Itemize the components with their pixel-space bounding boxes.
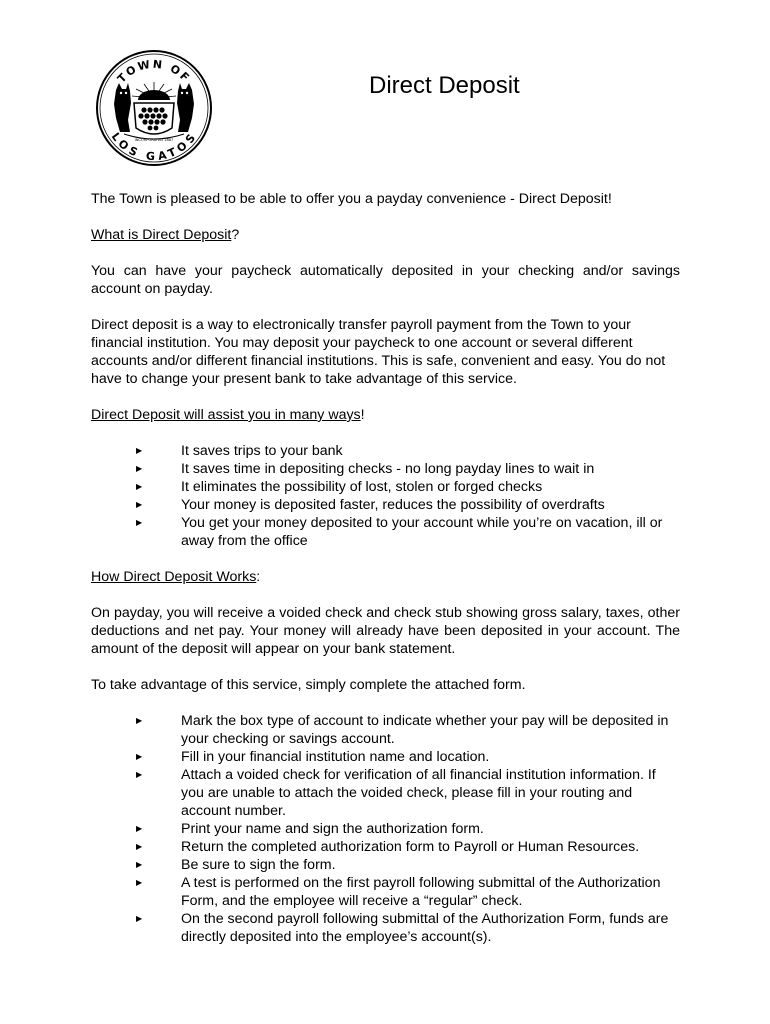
list-item-text: Fill in your financial institution name and location.	[181, 749, 490, 765]
list-item	[136, 766, 680, 820]
bullet-arrow-icon: ▶	[136, 770, 143, 779]
seal-top-text: TOWN OF	[114, 57, 194, 86]
list-item-text: It saves trips to your bank	[181, 443, 343, 459]
assist-heading	[91, 406, 680, 424]
list-item	[136, 910, 680, 946]
bullet-arrow-icon: ▶	[136, 752, 143, 761]
what-heading	[91, 226, 680, 244]
list-item-text: Print your name and sign the authorization form.	[181, 821, 484, 837]
list-item	[136, 874, 680, 910]
bullet-arrow-icon: ▶	[136, 518, 143, 527]
benefits-list	[91, 442, 680, 550]
intro-paragraph: The Town is pleased to be able to offer you a payday convenience - Direct Deposit!	[91, 191, 612, 207]
how-heading	[91, 568, 680, 586]
assist-heading-text: Direct Deposit will assist you in many ways	[91, 407, 361, 423]
bullet-arrow-icon: ▶	[136, 482, 143, 491]
list-item-text: Be sure to sign the form.	[181, 857, 336, 873]
seal-bottom-text: LOS GATOS	[108, 130, 200, 164]
how-paragraph-2: To take advantage of this service, simply complete the attached form.	[91, 677, 526, 693]
list-item	[136, 712, 680, 748]
svg-text:LOS GATOS	[109, 130, 200, 163]
what-heading-text: What is Direct Deposit	[91, 227, 232, 243]
seal-small-text: INCORPORATED 1887	[134, 138, 174, 142]
list-item	[136, 460, 680, 478]
bullet-arrow-icon: ▶	[136, 842, 143, 851]
bullet-arrow-icon: ▶	[136, 500, 143, 509]
list-item-text: You get your money deposited to your account while you’re on vacation, ill or away from the office	[181, 515, 663, 549]
bullet-arrow-icon: ▶	[136, 878, 143, 887]
bullet-arrow-icon: ▶	[136, 824, 143, 833]
list-item	[136, 856, 680, 874]
how-heading-suffix: :	[256, 569, 261, 585]
list-item-text: It saves time in depositing checks - no long payday lines to wait in	[181, 461, 595, 477]
bullet-arrow-icon: ▶	[136, 860, 143, 869]
list-item	[136, 748, 680, 766]
bullet-arrow-icon: ▶	[136, 446, 143, 455]
list-item	[136, 820, 680, 838]
list-item-text: A test is performed on the first payroll following submittal of the Authorization Form, and the employee will receive a “regular” check.	[181, 875, 661, 909]
page-title: Direct Deposit	[369, 72, 520, 99]
how-heading-text: How Direct Deposit Works	[91, 569, 257, 585]
list-item	[136, 442, 680, 460]
bullet-arrow-icon: ▶	[136, 716, 143, 725]
list-item-text: Return the completed authorization form to Payroll or Human Resources.	[181, 839, 640, 855]
list-item-text: Your money is deposited faster, reduces the possibility of overdrafts	[181, 497, 605, 513]
list-item	[136, 496, 680, 514]
bullet-arrow-icon: ▶	[136, 914, 143, 923]
list-item-text: Mark the box type of account to indicate whether your pay will be deposited in your checking or savings account.	[181, 713, 669, 747]
list-item	[136, 478, 680, 496]
how-paragraph-1: On payday, you will receive a voided check and check stub showing gross salary, taxes, other deductions and net pay. Your money will already have been deposited in your account. The amount of the deposit will appear on your bank statement.	[91, 605, 680, 657]
assist-heading-suffix: !	[360, 407, 365, 423]
document-body	[91, 190, 680, 964]
what-paragraph-1: You can have your paycheck automatically deposited in your checking and/or savings account on payday.	[91, 263, 680, 297]
list-item-text: Attach a voided check for verification of all financial institution information. If you are unable to attach the voided check, please fill in your routing and account number.	[181, 767, 656, 819]
bullet-arrow-icon: ▶	[136, 464, 143, 473]
town-seal-logo	[94, 48, 214, 168]
list-item-text: On the second payroll following submittal of the Authorization Form, funds are directly deposited into the employee’s account(s).	[181, 911, 669, 945]
what-heading-suffix: ?	[231, 227, 240, 243]
list-item	[136, 838, 680, 856]
list-item-text: It eliminates the possibility of lost, stolen or forged checks	[181, 479, 543, 495]
list-item	[136, 514, 680, 550]
instructions-list	[91, 712, 680, 946]
what-paragraph-2: Direct deposit is a way to electronically transfer payroll payment from the Town to your financial institution. You may deposit your paycheck to one account or several different accounts and/or different financial institutions. This is safe, convenient and easy. You do not have to change your present bank to take advantage of this service.	[91, 317, 666, 387]
